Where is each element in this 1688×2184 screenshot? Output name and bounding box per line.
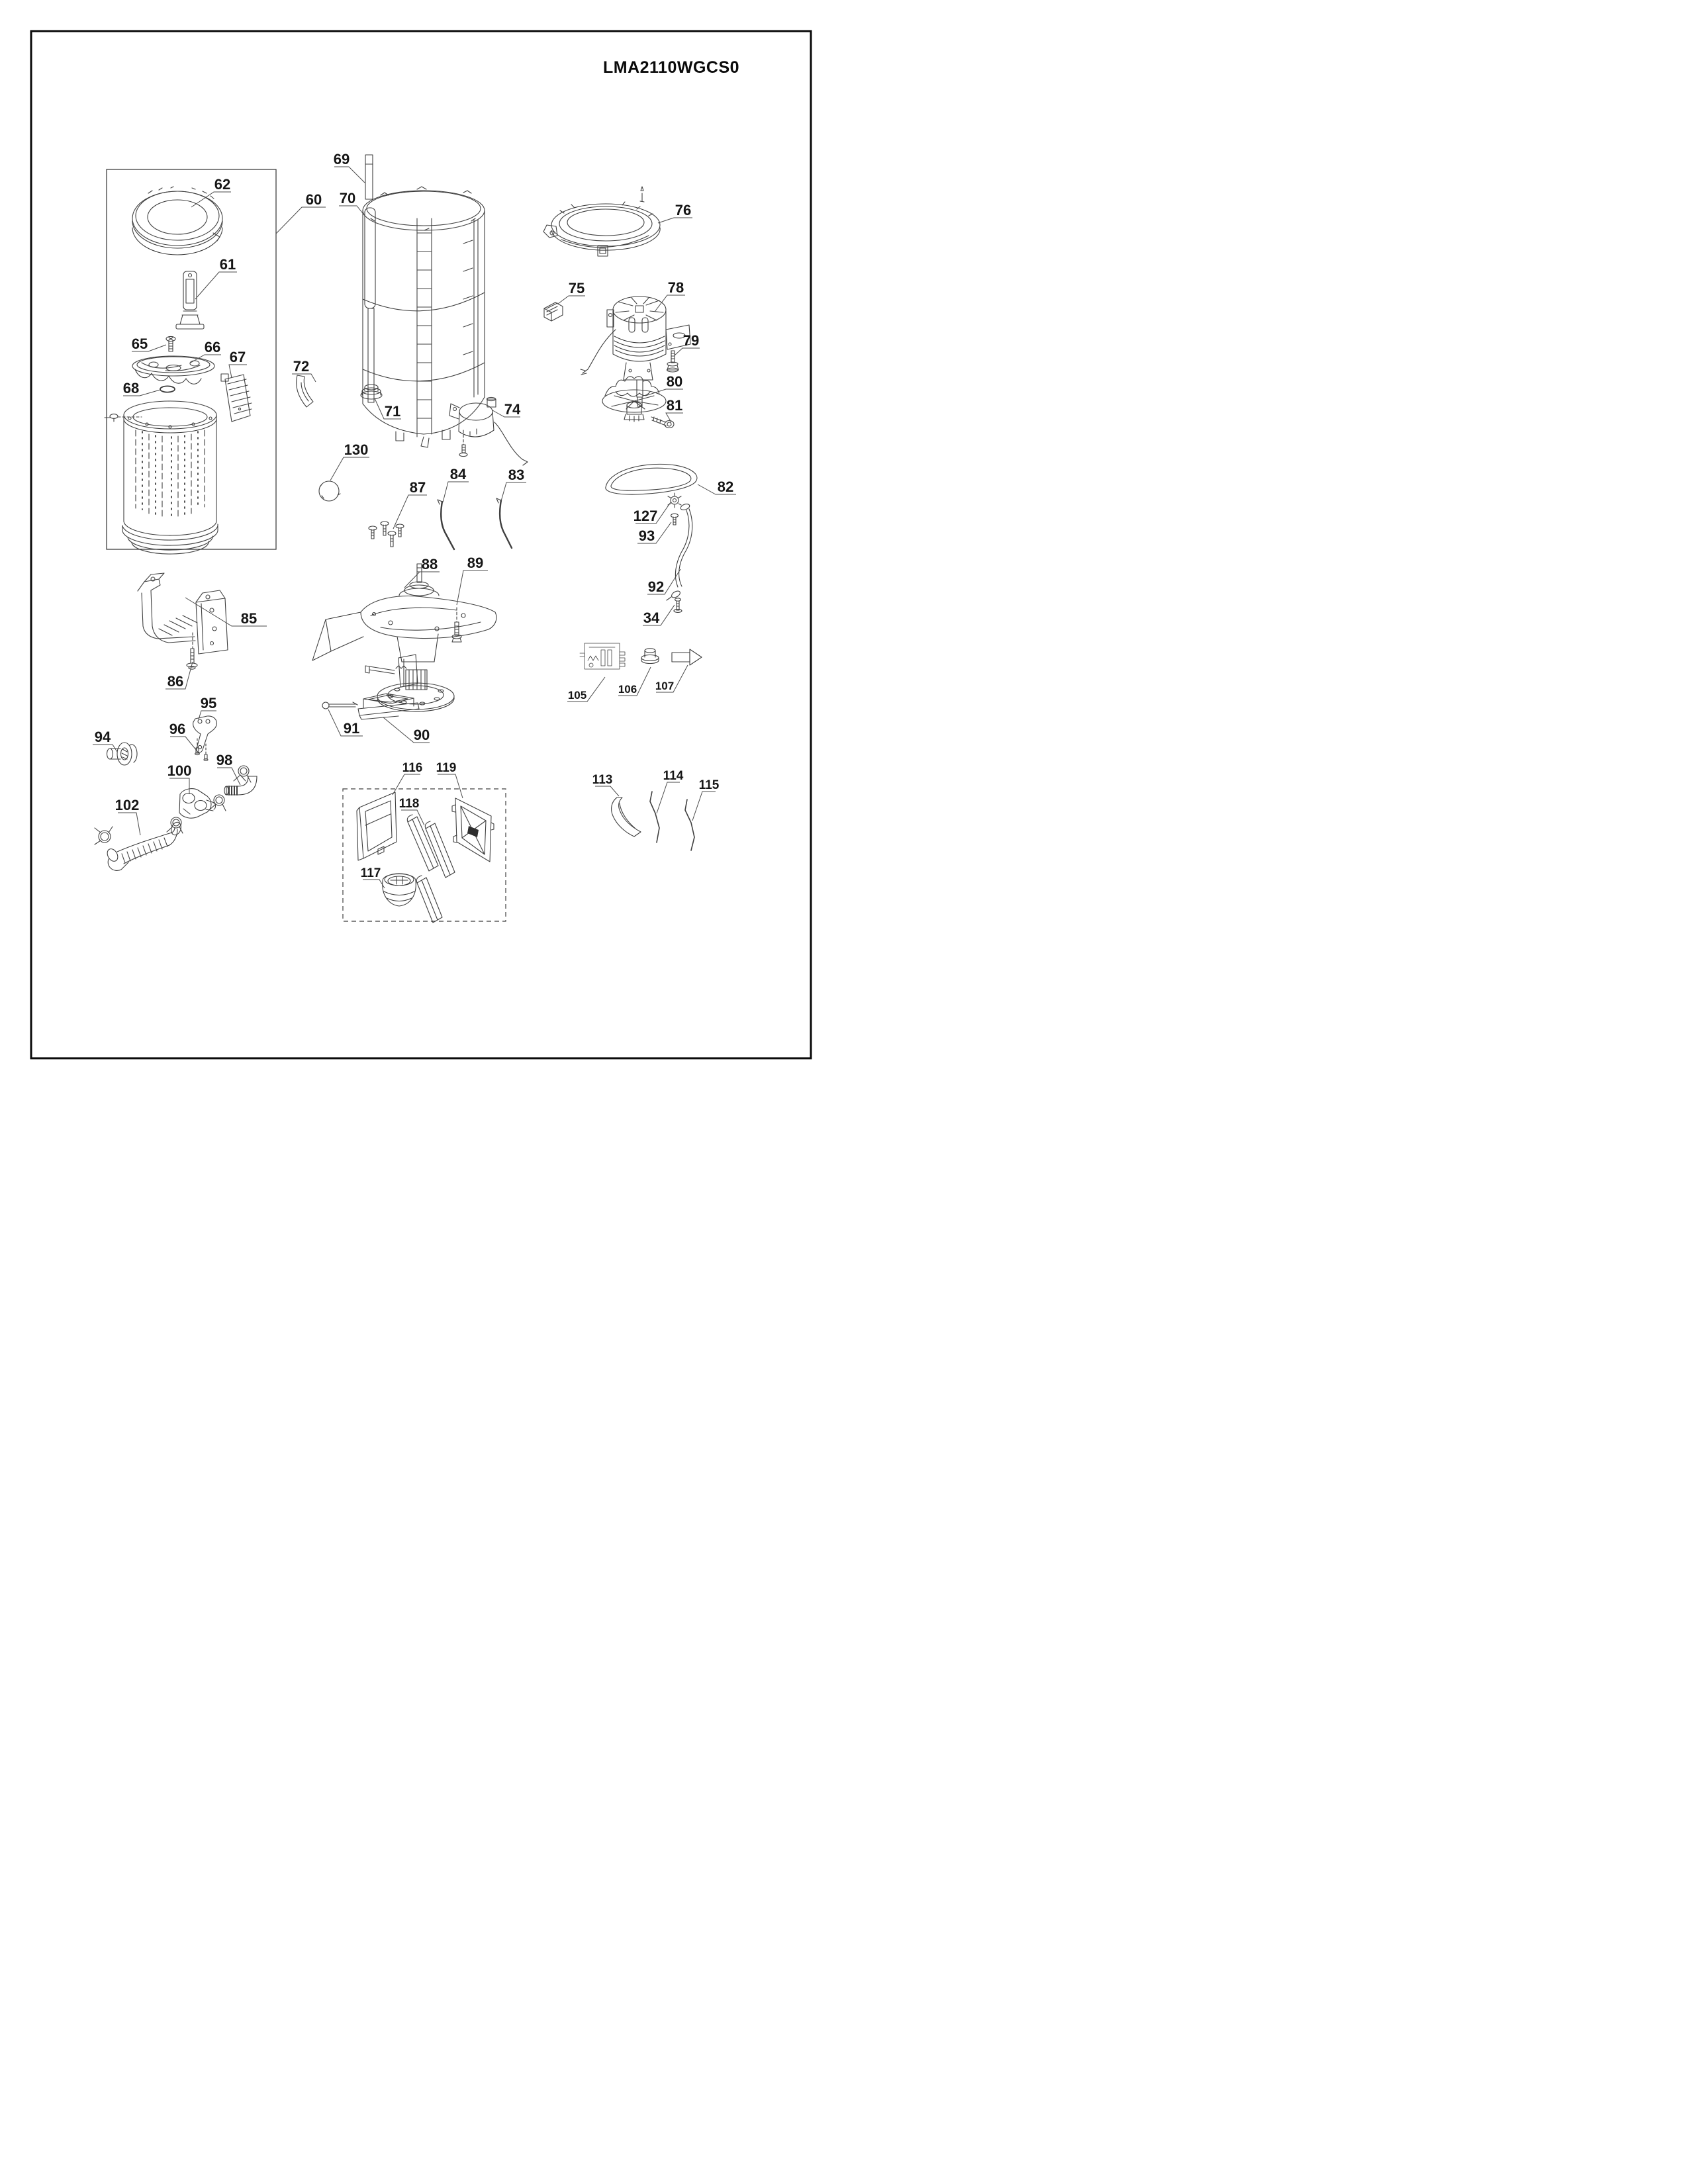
part-leader-80	[645, 389, 683, 396]
part-81-bolt-drawing	[651, 417, 674, 428]
part-label-118: 118	[399, 797, 420, 811]
part-label-86: 86	[167, 673, 184, 690]
part-label-102: 102	[115, 797, 140, 813]
part-107-wedge-drawing	[672, 649, 702, 665]
part-leader-70	[339, 206, 365, 216]
part-label-69: 69	[333, 151, 350, 167]
part-leader-102	[118, 813, 140, 835]
spin-basket-drawing	[105, 401, 218, 554]
part-66-basket-cap-drawing	[132, 356, 214, 384]
part-label-83: 83	[508, 467, 525, 483]
part-93-screw-drawing	[671, 514, 679, 525]
part-116-frame-drawing	[357, 792, 397, 860]
part-119-corner-brace-drawing	[452, 798, 494, 862]
part-label-81: 81	[666, 397, 683, 414]
part-leader-117	[363, 880, 385, 888]
page-border	[31, 31, 811, 1058]
part-61-lid-latch-drawing	[176, 271, 204, 329]
part-62-balance-ring-drawing	[132, 187, 222, 255]
part-76-tub-ring-drawing	[543, 187, 660, 256]
part-leader-95	[199, 711, 216, 719]
part-label-76: 76	[675, 202, 692, 218]
part-label-62: 62	[214, 176, 231, 193]
part-75-connector-drawing	[544, 302, 563, 321]
part-130-ring-drawing	[319, 481, 340, 501]
part-label-91: 91	[343, 720, 360, 737]
part-label-71: 71	[384, 403, 401, 420]
part-68-oring-drawing	[160, 386, 175, 392]
part-label-79: 79	[682, 332, 700, 349]
part-label-98: 98	[216, 752, 233, 768]
part-70-outer-tub-drawing	[363, 187, 485, 447]
part-118-channels-drawing	[407, 815, 455, 923]
part-127-nut-drawing	[668, 493, 681, 508]
model-number-title: LMA2110WGCS0	[602, 58, 740, 77]
part-leader-61	[195, 272, 237, 299]
part-label-113: 113	[592, 773, 613, 787]
part-98-elbow-hose-drawing	[224, 766, 257, 795]
part-83-suspension-rod-drawing	[496, 498, 512, 548]
part-leader-98	[217, 768, 240, 785]
part-84-suspension-rod-drawing	[438, 500, 454, 549]
part-leader-113	[595, 786, 619, 796]
part-label-94: 94	[94, 729, 111, 745]
part-label-119: 119	[436, 761, 457, 775]
part-leader-96	[170, 737, 197, 751]
part-label-93: 93	[638, 527, 655, 544]
part-94-coupling-drawing	[107, 743, 138, 765]
part-leader-79	[675, 348, 700, 355]
part-label-70: 70	[339, 190, 356, 206]
part-label-100: 100	[167, 762, 192, 779]
part-85-suspension-bracket-drawing	[138, 573, 228, 654]
part-label-117: 117	[360, 866, 381, 880]
part-label-95: 95	[200, 695, 217, 711]
part-label-88: 88	[421, 556, 438, 572]
part-leader-130	[330, 457, 369, 480]
part-label-61: 61	[219, 256, 236, 273]
part-113-strip-drawing	[612, 797, 641, 837]
part-leader-60	[276, 207, 326, 234]
part-96-screws-drawing	[195, 739, 208, 761]
part-label-107: 107	[655, 680, 675, 692]
part-label-105: 105	[567, 689, 587, 702]
part-leader-118	[401, 810, 424, 825]
part-leader-66	[191, 355, 221, 363]
part-label-92: 92	[647, 578, 665, 595]
part-label-67: 67	[229, 349, 246, 365]
part-71-cap-drawing	[361, 385, 382, 399]
part-label-68: 68	[122, 380, 140, 396]
part-82-belt-drawing	[606, 464, 697, 494]
part-102-drain-hose-drawing	[95, 821, 183, 870]
part-leader-87	[393, 495, 427, 529]
part-67-suspension-pad-drawing	[221, 374, 252, 422]
part-leader-119	[438, 774, 463, 798]
part-label-115: 115	[698, 778, 720, 792]
part-leader-69	[334, 167, 365, 183]
part-87-screws-drawing	[369, 522, 404, 547]
part-label-74: 74	[504, 401, 521, 418]
part-106-grommet-drawing	[641, 649, 659, 664]
part-label-78: 78	[667, 279, 684, 296]
part-label-82: 82	[717, 478, 734, 495]
part-label-130: 130	[344, 441, 369, 458]
part-114-wire-drawing	[650, 792, 659, 842]
part-label-89: 89	[467, 555, 484, 571]
part-label-60: 60	[305, 191, 322, 208]
part-label-114: 114	[663, 769, 684, 783]
part-117-basin-drawing	[383, 874, 416, 906]
part-100-pump-housing-drawing	[167, 789, 226, 833]
part-label-66: 66	[204, 339, 221, 355]
part-79-bolt-drawing	[667, 351, 679, 372]
part-leader-116	[393, 774, 420, 795]
exploded-parts-diagram	[0, 0, 844, 1092]
part-label-106: 106	[618, 683, 637, 696]
part-leader-115	[692, 792, 716, 821]
part-leader-76	[658, 218, 692, 223]
part-label-75: 75	[568, 280, 585, 296]
part-65-screw-drawing	[166, 336, 175, 351]
part-label-34: 34	[643, 610, 660, 626]
part-label-96: 96	[169, 721, 186, 737]
part-88-gearcase-drawing	[312, 564, 496, 711]
part-labels-layer	[93, 151, 736, 888]
part-80-pulley-fan-drawing	[602, 377, 666, 422]
part-leader-114	[657, 782, 680, 813]
part-label-72: 72	[293, 358, 310, 375]
part-91-pin-drawing	[322, 702, 357, 709]
part-115-wire-drawing	[685, 799, 694, 850]
part-72-strip-drawing	[297, 375, 313, 407]
part-leader-83	[501, 482, 526, 501]
part-leader-78	[655, 295, 685, 312]
part-leader-84	[443, 482, 469, 502]
part-label-80: 80	[666, 373, 683, 390]
part-leader-89	[457, 570, 488, 605]
part-69-strip-drawing	[365, 155, 373, 199]
part-label-84: 84	[449, 466, 467, 482]
part-leader-100	[169, 778, 189, 794]
part-label-116: 116	[402, 761, 423, 775]
part-95-bracket-arm-drawing	[193, 716, 217, 752]
part-label-85: 85	[240, 610, 258, 627]
part-105-capacitor-drawing	[580, 643, 625, 669]
parts-diagram-page	[0, 0, 844, 1092]
part-label-127: 127	[633, 508, 658, 524]
part-label-90: 90	[413, 727, 430, 743]
part-leader-75	[558, 296, 585, 304]
part-label-87: 87	[409, 479, 426, 496]
part-34-screw-drawing	[674, 598, 682, 613]
part-label-65: 65	[131, 336, 148, 352]
